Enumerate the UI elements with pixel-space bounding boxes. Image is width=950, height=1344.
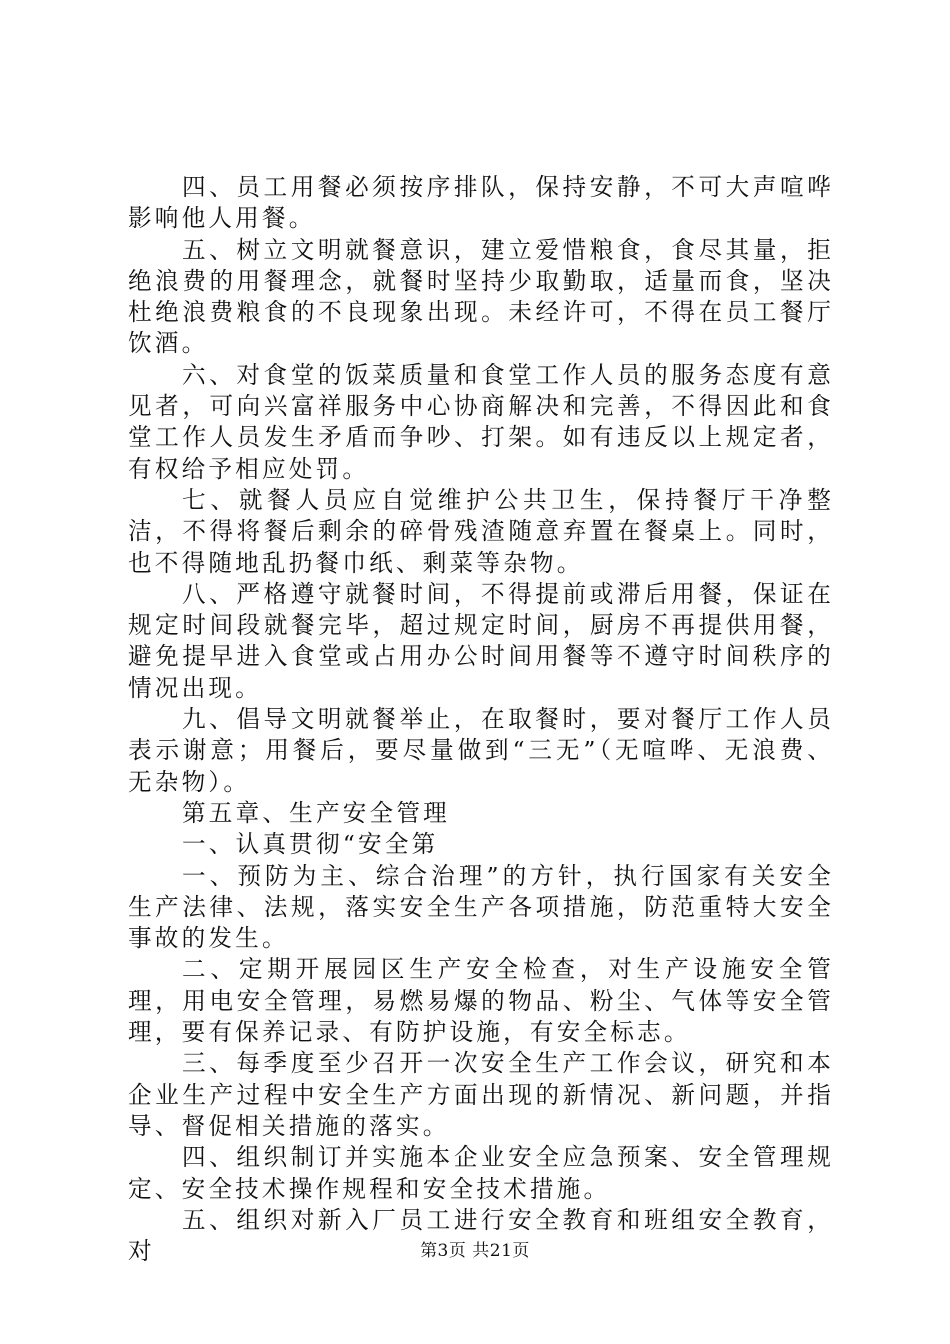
page-number-footer: 第3页 共21页	[420, 1241, 530, 1261]
paragraph-7-hygiene: 七、就餐人员应自觉维护公共卫生，保持餐厅干净整洁，不得将餐后剩余的碎骨残渣随意弃置在餐桌上。同时，也不得随地乱扔餐巾纸、剩菜等杂物。	[128, 485, 834, 577]
safety-item-3-meetings: 三、每季度至少召开一次安全生产工作会议，研究和本企业生产过程中安全生产方面出现的新情况、新问题，并指导、督促相关措施的落实。	[128, 1049, 834, 1140]
paragraph-9-civility: 九、倡导文明就餐举止，在取餐时，要对餐厅工作人员表示谢意；用餐后，要尽量做到“三无”（无喧哗、无浪费、无杂物）。	[128, 705, 834, 796]
safety-item-5-training: 五、组织对新入厂员工进行安全教育和班组安全教育，对	[128, 1205, 834, 1266]
paragraph-4-queue-quietly: 四、员工用餐必须按序排队，保持安静，不可大声喧哗影响他人用餐。	[128, 173, 834, 233]
document-body	[128, 172, 834, 1267]
chapter-5-heading: 第五章、生产安全管理	[182, 798, 450, 827]
safety-item-1-intro: 一、认真贯彻“安全第	[182, 830, 439, 859]
paragraph-6-feedback: 六、对食堂的饭菜质量和食堂工作人员的服务态度有意见者，可向兴富祥服务中心协商解决和完善，不得因此和食堂工作人员发生矛盾而争吵、打架。如有违反以上规定者，有权给予相应处罚。	[128, 360, 834, 483]
safety-item-4-plans: 四、组织制订并实施本企业安全应急预案、安全管理规定、安全技术操作规程和安全技术措施。	[128, 1143, 834, 1203]
safety-item-1-policy: 一、预防为主、综合治理”的方针，执行国家有关安全生产法律、法规，落实安全生产各项措施，防范重特大安全事故的发生。	[128, 861, 834, 953]
paragraph-8-meal-times: 八、严格遵守就餐时间，不得提前或滞后用餐，保证在规定时间段就餐完毕，超过规定时间，厨房不再提供用餐，避免提早进入食堂或占用办公时间用餐等不遵守时间秩序的情况出现。	[128, 579, 834, 702]
paragraph-5-no-food-waste: 五、树立文明就餐意识，建立爱惜粮食，食尽其量，拒绝浪费的用餐理念，就餐时坚持少取勤取，适量而食，坚决杜绝浪费粮食的不良现象出现。未经许可，不得在员工餐厅饮酒。	[128, 235, 834, 358]
safety-item-2-inspection: 二、定期开展园区生产安全检查，对生产设施安全管理，用电安全管理，易燃易爆的物品、粉尘、气体等安全管理，要有保养记录、有防护设施，有安全标志。	[128, 955, 834, 1047]
